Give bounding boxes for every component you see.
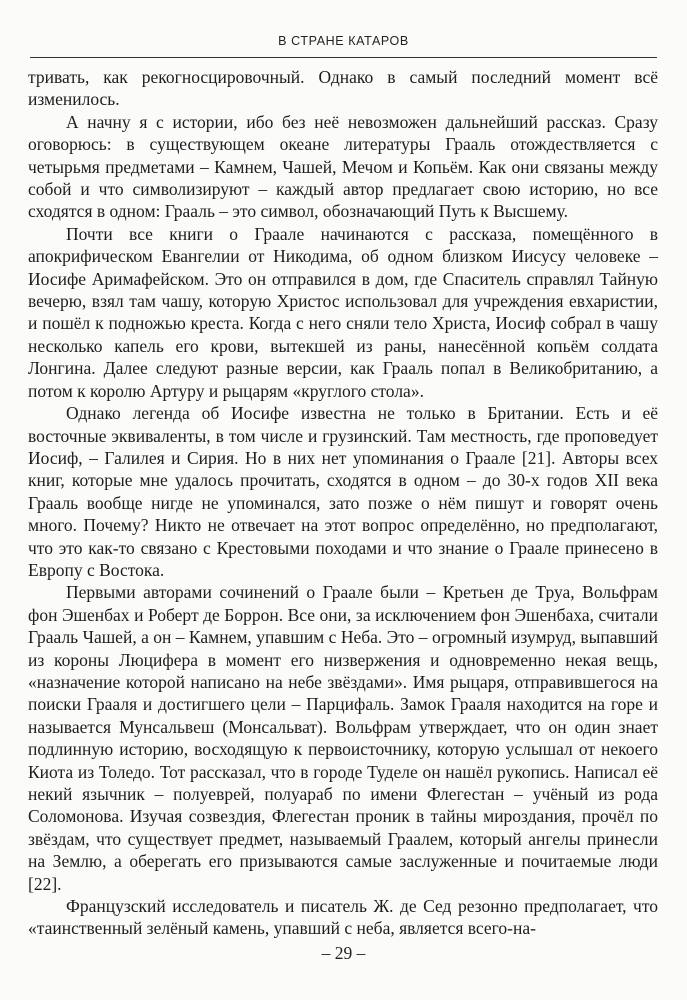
paragraph: Почти все книги о Граале начинаются с рассказа, помещённого в апокрифическом Евангелии от Никодима, об одном близком Иисусу человеке – Иосифе Аримафейском. Это он отправился в дом, где Спаситель справлял Тайную вечерю, взял там чашу, которую Христос использовал для учреждения евхаристии, и пошёл к подножью креста. Когда с него сняли тело Христа, Иосиф собрал в чашу несколько капель его крови, вытекшей из раны, нанесённой копьём солдата Лонгина. Далее следуют разные версии, как Грааль попал в Великобританию, а потом к королю Артуру и рыцарям «круглого стола». xyxy=(28,223,658,401)
paragraph: Первыми авторами сочинений о Граале были – Кретьен де Труа, Вольфрам фон Эшенбах и Роберт де Боррон. Все они, за исключением фон Эшенбаха, считали Грааль Чашей, а он – Камнем, упавшим с Неба. Это – огромный изумруд, выпавший из короны Люцифера в момент его низвержения и одновременно некая вещь, «назначение которой написано на небе звёздами». Имя рыцаря, отправившегося на поиски Грааля и достигшего цели – Парцифаль. Замок Грааля находится на горе и называется Мунсальвеш (Монсальват). Вольфрам утверждает, что он один знает подлинную историю, восходящую к первоисточнику, которую услышал от некоего Киота из Толедо. Тот рассказал, что в городе Туделе он нашёл рукопись. Написал её некий язычник – полуеврей, полуараб по имени Флегестан – учёный из рода Соломонова. Изучая созвездия, Флегестан проник в тайны мироздания, прочёл по звёздам, что существует предмет, называемый Граалем, который ангелы принесли на Землю, а оберегать его призываются самые заслуженные и почитаемые люди [22]. xyxy=(28,582,658,894)
page-number: – 29 – xyxy=(321,943,366,963)
paragraph-continued: тривать, как рекогносцировочный. Однако в самый последний момент всё изменилось. xyxy=(28,67,658,110)
header-rule xyxy=(30,57,657,58)
running-head: В СТРАНЕ КАТАРОВ xyxy=(278,34,409,48)
paragraph: А начну я с истории, ибо без неё невозможен дальнейший рассказ. Сразу оговорюсь: в существующем океане литературы Грааль отождествляется с четырьмя предметами – Камнем, Чашей, Мечом и Копьём. Как они связаны между собой и что символизируют – каждый автор предлагает свою историю, но все сходятся в одном: Грааль – это символ, обозначающий Путь к Высшему. xyxy=(28,111,658,222)
body-text xyxy=(28,66,658,940)
paragraph: Однако легенда об Иосифе известна не только в Британии. Есть и её восточные эквиваленты, в том числе и грузинский. Там местность, где проповедует Иосиф, – Галилея и Сирия. Но в них нет упоминания о Граале [21]. Авторы всех книг, которые мне удалось прочитать, сходятся в одном – до 30-х годов XII века Грааль вообще нигде не упоминался, зато позже о нём пишут и говорят очень много. Почему? Никто не отвечает на этот вопрос определённо, но предполагают, что это как-то связано с Крестовыми походами и что знание о Граале принесено в Европу с Востока. xyxy=(28,403,658,580)
paragraph: Французский исследователь и писатель Ж. де Сед резонно предполагает, что «таинственный зелёный камень, упавший с неба, является всего-на- xyxy=(28,896,658,939)
